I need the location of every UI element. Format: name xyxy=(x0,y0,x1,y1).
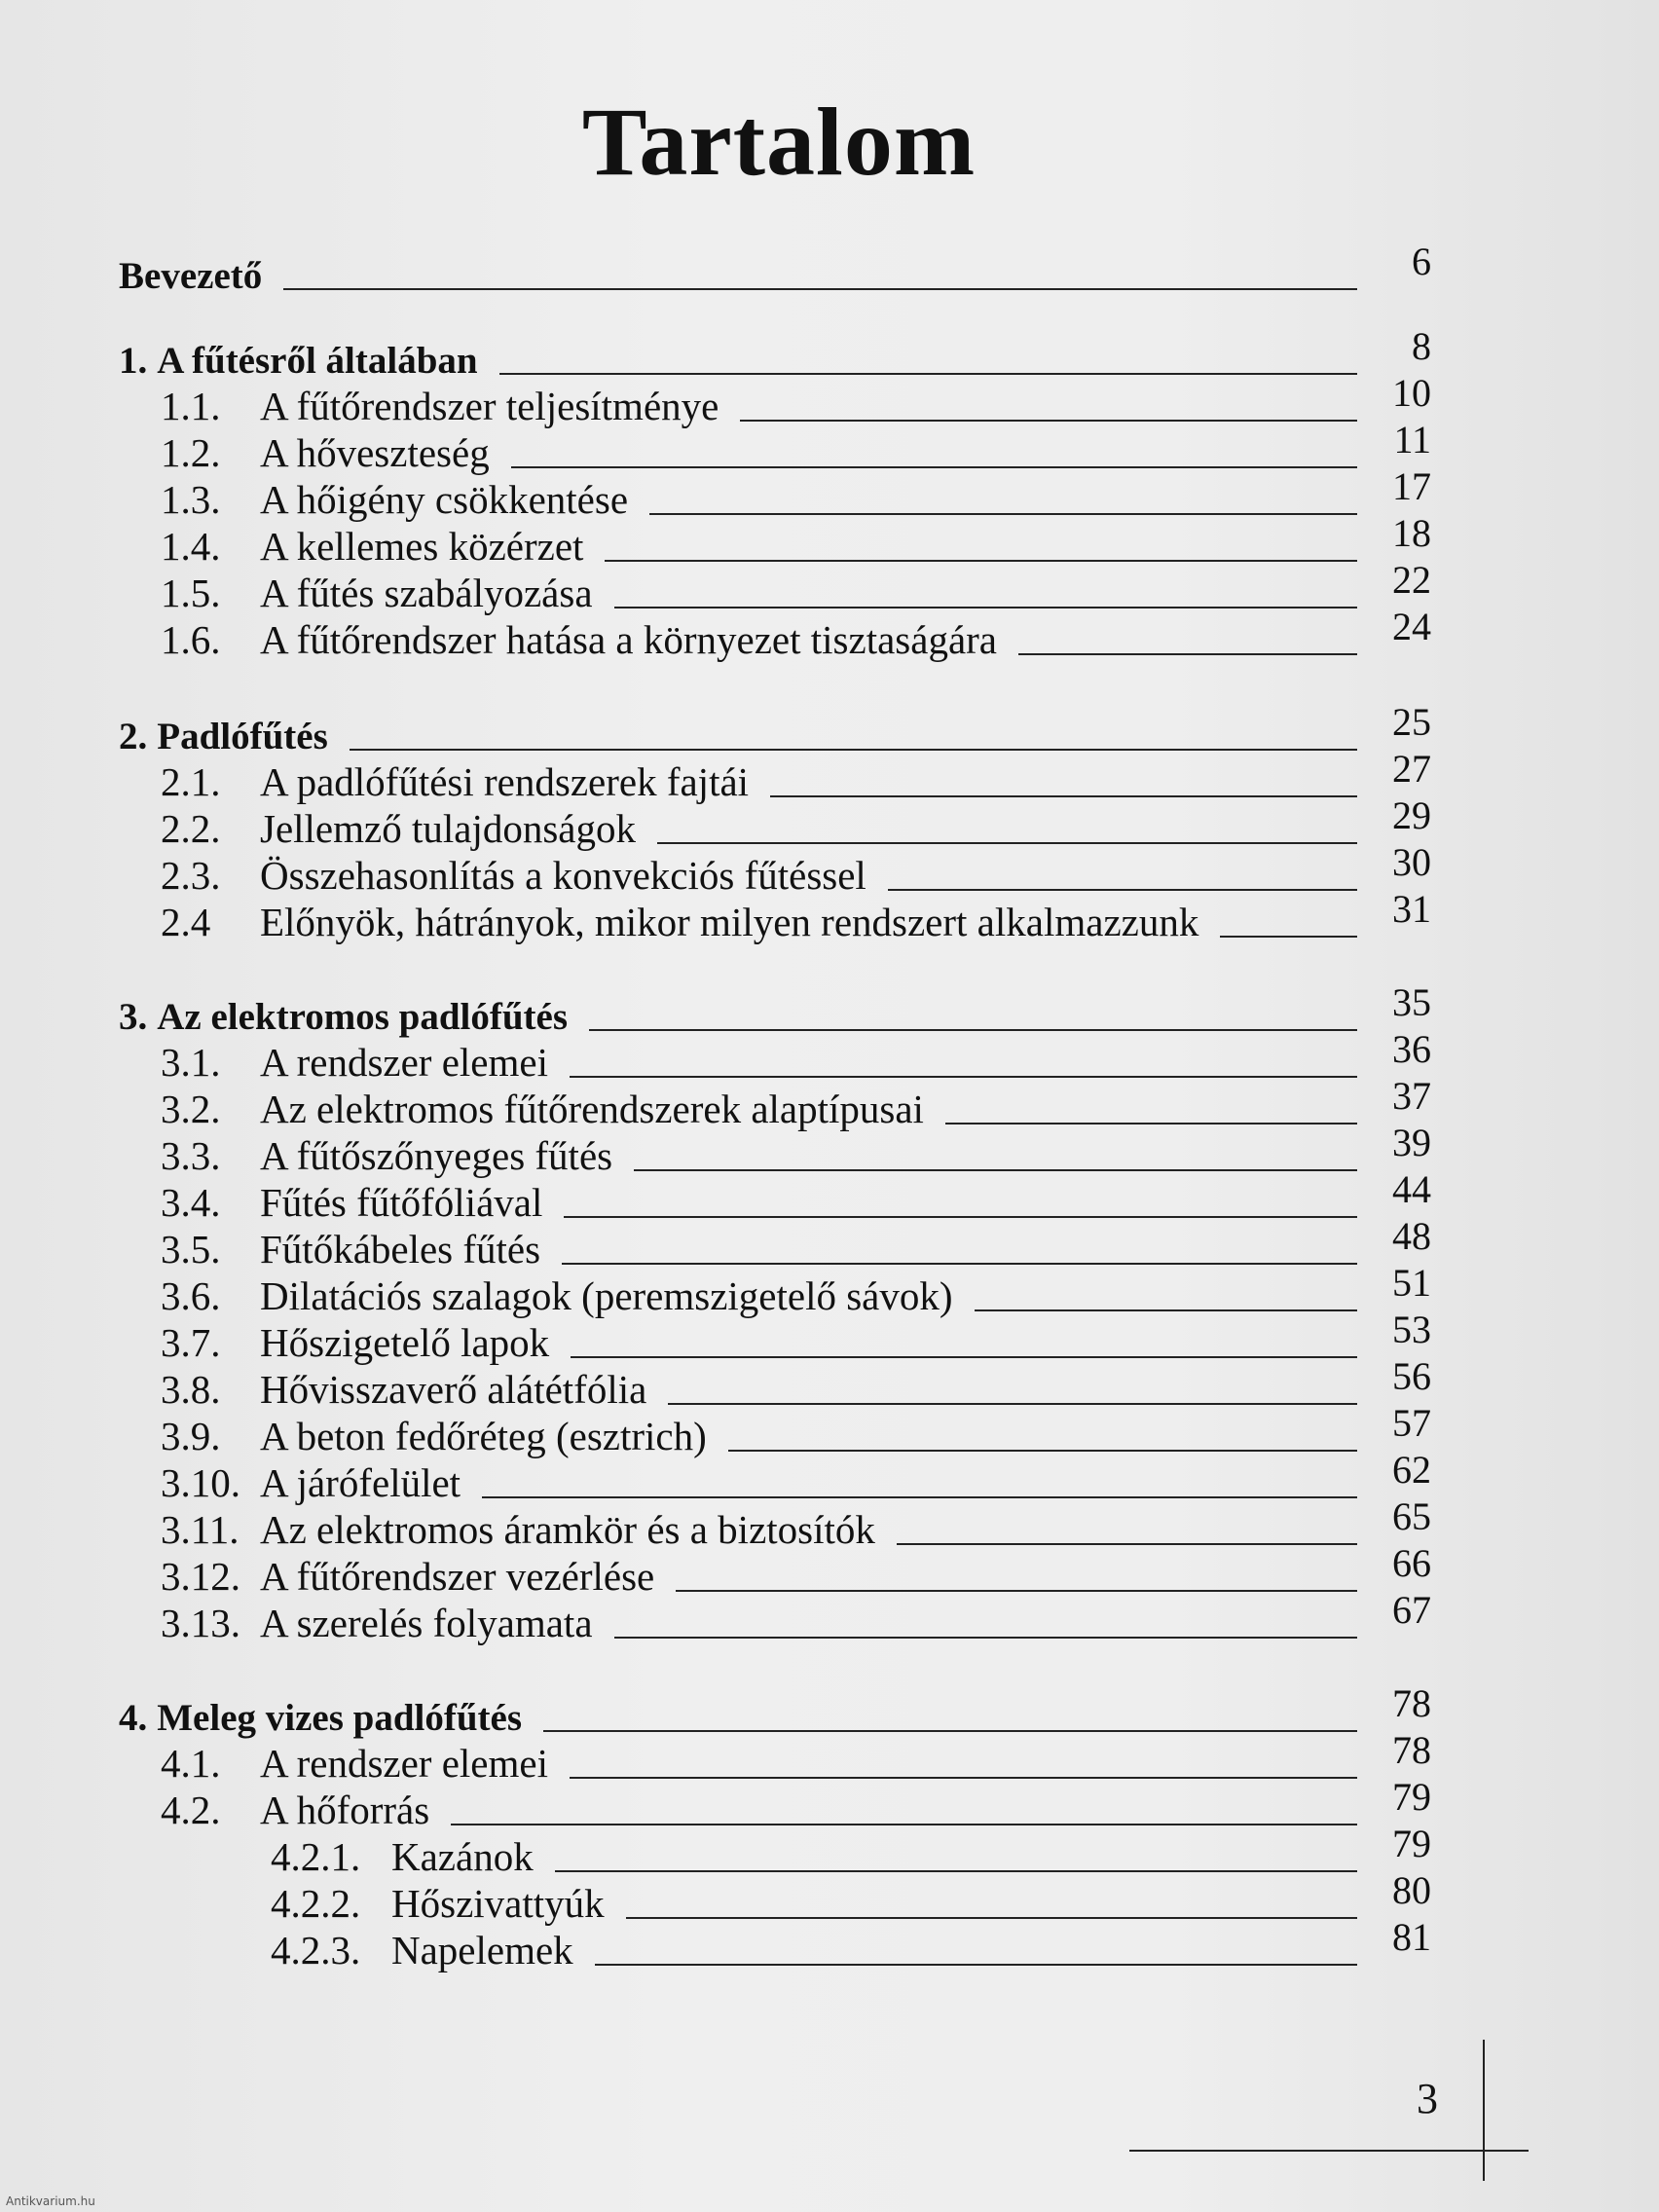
toc-entry xyxy=(161,1541,1431,1600)
toc-entry-title: Dilatációs szalagok (peremszigetelő sávok) xyxy=(260,1273,953,1318)
toc-entry-title: Előnyök, hátrányok, mikor milyen rendszert alkalmazzunk xyxy=(260,900,1199,944)
page-number: 3 xyxy=(1417,2075,1438,2122)
toc-entry xyxy=(161,887,1431,945)
toc-entry xyxy=(271,1915,1431,1973)
toc-leader-line xyxy=(562,1263,1357,1265)
toc-leader-line xyxy=(605,560,1357,562)
toc-leader-line xyxy=(888,889,1357,891)
toc-leader-line xyxy=(649,513,1357,515)
toc-entry-number: 3.10. xyxy=(161,1460,240,1505)
toc-leader-line xyxy=(668,1403,1357,1405)
toc-entry xyxy=(161,1214,1431,1272)
toc-entry-number: 4.2. xyxy=(161,1788,221,1832)
toc-entry-number: 1. xyxy=(119,340,148,382)
toc-entry-number: 2.1. xyxy=(161,759,221,804)
toc-entry xyxy=(161,1167,1431,1226)
toc-leader-line xyxy=(570,1777,1357,1779)
toc-leader-line xyxy=(626,1917,1357,1919)
toc-entry-page: 65 xyxy=(1392,1494,1431,1538)
toc-entry-number: 4.2.1. xyxy=(271,1834,361,1879)
toc-entry-number: 4.2.3. xyxy=(271,1928,361,1972)
toc-entry-page: 37 xyxy=(1392,1074,1431,1118)
toc-entry-number: 1.1. xyxy=(161,384,221,428)
toc-entry-title: A hőigény csökkentése xyxy=(260,477,629,522)
toc-entry-number: 2.3. xyxy=(161,853,221,898)
toc-entry-number: 1.3. xyxy=(161,477,221,522)
toc-entry xyxy=(161,1308,1431,1366)
toc-entry-title: Kazánok xyxy=(391,1834,534,1879)
toc-entry-title: A kellemes közérzet xyxy=(260,524,584,569)
toc-entry xyxy=(161,1261,1431,1319)
toc-leader-line xyxy=(1220,936,1357,938)
toc-entry-number: 3.5. xyxy=(161,1227,221,1272)
toc-leader-line xyxy=(676,1590,1357,1592)
toc-entry-title: Az elektromos padlófűtés xyxy=(157,996,568,1038)
toc-entry-title: Az elektromos fűtőrendszerek alaptípusai xyxy=(260,1087,924,1131)
toc-entry xyxy=(161,840,1431,899)
toc-entry-title: A rendszer elemei xyxy=(260,1741,548,1786)
toc-entry-page: 57 xyxy=(1392,1401,1431,1445)
toc-entry-page: 78 xyxy=(1392,1681,1431,1725)
toc-entry-number: 3.4. xyxy=(161,1180,221,1225)
toc-entry-page: 79 xyxy=(1392,1822,1431,1865)
toc-entry-number: 1.6. xyxy=(161,617,221,662)
toc-entry-title: A hőforrás xyxy=(260,1788,430,1832)
toc-entry xyxy=(161,371,1431,429)
toc-entry xyxy=(119,240,1431,298)
toc-entry-title: Hővisszaverő alátétfólia xyxy=(260,1367,647,1412)
toc-leader-line xyxy=(657,842,1357,844)
toc-entry-title: A szerelés folyamata xyxy=(260,1601,593,1645)
toc-entry-title: A fűtőrendszer hatása a környezet tisztaságára xyxy=(260,617,997,662)
toc-entry-title: Az elektromos áramkör és a biztosítók xyxy=(260,1507,875,1552)
toc-entry xyxy=(161,1448,1431,1506)
toc-entry-page: 79 xyxy=(1392,1775,1431,1819)
toc-entry-title: A járófelület xyxy=(260,1460,461,1505)
toc-entry-page: 27 xyxy=(1392,747,1431,791)
toc-entry xyxy=(119,1681,1431,1740)
toc-entry-title: Összehasonlítás a konvekciós fűtéssel xyxy=(260,853,866,898)
toc-leader-line xyxy=(614,607,1357,608)
toc-entry-number: 4. xyxy=(119,1697,148,1739)
footer-rule-vertical xyxy=(1483,2040,1485,2181)
toc-entry-page: 66 xyxy=(1392,1541,1431,1585)
toc-entry-title: Fűtés fűtőfóliával xyxy=(260,1180,543,1225)
toc-entry-number: 3.11. xyxy=(161,1507,240,1552)
toc-entry-number: 1.2. xyxy=(161,430,221,475)
toc-entry xyxy=(161,747,1431,805)
toc-entry-page: 22 xyxy=(1392,558,1431,602)
toc-entry-number: 3.8. xyxy=(161,1367,221,1412)
toc-entry xyxy=(161,418,1431,476)
toc-entry-title: Padlófűtés xyxy=(157,716,328,757)
toc-leader-line xyxy=(499,373,1357,375)
toc-entry-title: A rendszer elemei xyxy=(260,1040,548,1085)
toc-entry xyxy=(119,700,1431,758)
toc-entry xyxy=(161,558,1431,616)
toc-entry-number: 3.9. xyxy=(161,1414,221,1458)
toc-entry-page: 11 xyxy=(1393,418,1431,461)
toc-entry xyxy=(161,1074,1431,1132)
toc-leader-line xyxy=(555,1870,1357,1872)
toc-entry-page: 80 xyxy=(1392,1868,1431,1912)
toc-entry-title: Bevezető xyxy=(119,255,263,297)
toc-entry xyxy=(161,1775,1431,1833)
toc-entry-number: 2. xyxy=(119,716,148,757)
toc-entry-number: 2.2. xyxy=(161,806,221,851)
toc-entry-number: 4.1. xyxy=(161,1741,221,1786)
toc-leader-line xyxy=(595,1964,1357,1966)
toc-entry-page: 81 xyxy=(1392,1915,1431,1959)
toc-entry-title: A fűtésről általában xyxy=(157,340,478,382)
toc-entry-page: 67 xyxy=(1392,1588,1431,1632)
toc-entry-page: 53 xyxy=(1392,1308,1431,1351)
toc-entry-number: 3.7. xyxy=(161,1320,221,1365)
toc-entry-page: 24 xyxy=(1392,605,1431,648)
toc-leader-line xyxy=(511,466,1357,468)
toc-leader-line xyxy=(634,1169,1357,1171)
toc-entry xyxy=(119,324,1431,383)
toc-entry-number: 3.1. xyxy=(161,1040,221,1085)
toc-entry-number: 3.3. xyxy=(161,1133,221,1178)
toc-leader-line xyxy=(451,1824,1357,1825)
toc-entry-title: A padlófűtési rendszerek fajtái xyxy=(260,759,750,804)
toc-entry-page: 17 xyxy=(1392,464,1431,508)
toc-entry-title: A fűtőrendszer teljesítménye xyxy=(260,384,719,428)
toc-entry-title: Jellemző tulajdonságok xyxy=(260,806,636,851)
toc-entry-page: 44 xyxy=(1392,1167,1431,1211)
toc-leader-line xyxy=(975,1309,1357,1311)
toc-entry-number: 1.4. xyxy=(161,524,221,569)
toc-leader-line xyxy=(564,1216,1357,1218)
toc-entry-page: 6 xyxy=(1412,240,1431,283)
toc-entry-title: A fűtőszőnyeges fűtés xyxy=(260,1133,613,1178)
toc-entry-page: 62 xyxy=(1392,1448,1431,1492)
toc-entry-title: A beton fedőréteg (esztrich) xyxy=(260,1414,707,1458)
toc-leader-line xyxy=(350,749,1357,751)
toc-entry-page: 31 xyxy=(1392,887,1431,931)
toc-entry xyxy=(161,1121,1431,1179)
toc-entry-number: 3.13. xyxy=(161,1601,240,1645)
toc-entry-number: 3.12. xyxy=(161,1554,240,1599)
toc-leader-line xyxy=(740,420,1357,422)
toc-entry-page: 10 xyxy=(1392,371,1431,415)
toc-entry xyxy=(161,793,1431,852)
toc-entry-page: 36 xyxy=(1392,1027,1431,1071)
toc-entry-title: Meleg vizes padlófűtés xyxy=(157,1697,523,1739)
toc-leader-line xyxy=(571,1356,1357,1358)
toc-entry-title: Hőszivattyúk xyxy=(391,1881,605,1926)
toc-entry xyxy=(161,1494,1431,1553)
toc-entry-title: Hőszigetelő lapok xyxy=(260,1320,550,1365)
toc-entry-page: 39 xyxy=(1392,1121,1431,1164)
toc-entry-number: 4.2.2. xyxy=(271,1881,361,1926)
toc-entry xyxy=(161,1588,1431,1646)
toc-leader-line xyxy=(897,1543,1357,1545)
toc-entry xyxy=(161,605,1431,663)
toc-leader-line xyxy=(283,288,1357,290)
toc-leader-line xyxy=(614,1637,1357,1639)
toc-entry xyxy=(271,1868,1431,1927)
toc-entry-page: 30 xyxy=(1392,840,1431,884)
toc-leader-line xyxy=(945,1123,1357,1124)
toc-entry-page: 8 xyxy=(1412,324,1431,368)
toc-entry-number: 3.6. xyxy=(161,1273,221,1318)
toc-entry xyxy=(119,980,1431,1039)
toc-entry-title: A fűtőrendszer vezérlése xyxy=(260,1554,655,1599)
toc-entry-page: 56 xyxy=(1392,1354,1431,1398)
toc-entry-title: A fűtés szabályozása xyxy=(260,571,593,615)
toc-leader-line xyxy=(728,1450,1357,1452)
toc-entry-number: 2.4 xyxy=(161,900,211,944)
toc-entry xyxy=(161,511,1431,570)
toc-entry xyxy=(161,1354,1431,1413)
toc-entry xyxy=(161,1027,1431,1086)
toc-entry xyxy=(161,1728,1431,1787)
toc-entry-page: 48 xyxy=(1392,1214,1431,1258)
toc-entry-title: Fűtőkábeles fűtés xyxy=(260,1227,541,1272)
toc-entry-number: 1.5. xyxy=(161,571,221,615)
toc-leader-line xyxy=(770,795,1357,797)
footer-rule-horizontal xyxy=(1129,2150,1529,2152)
toc-leader-line xyxy=(1018,653,1357,655)
toc-entry-page: 25 xyxy=(1392,700,1431,744)
toc-leader-line xyxy=(543,1730,1357,1732)
toc-entry xyxy=(161,464,1431,523)
toc-entry-page: 18 xyxy=(1392,511,1431,555)
toc-entry-title: A hőveszteség xyxy=(260,430,490,475)
toc-entry xyxy=(271,1822,1431,1880)
toc-entry-title: Napelemek xyxy=(391,1928,573,1972)
toc-leader-line xyxy=(482,1496,1357,1498)
toc-entry xyxy=(161,1401,1431,1459)
toc-entry-page: 35 xyxy=(1392,980,1431,1024)
watermark: Antikvarium.hu xyxy=(6,2194,95,2208)
toc-entry-page: 29 xyxy=(1392,793,1431,837)
toc-entry-number: 3. xyxy=(119,996,148,1038)
toc-entry-page: 51 xyxy=(1392,1261,1431,1305)
toc-leader-line xyxy=(570,1076,1357,1078)
toc-entry-number: 3.2. xyxy=(161,1087,221,1131)
toc-leader-line xyxy=(589,1029,1357,1031)
page-title: Tartalom xyxy=(581,88,977,196)
toc-entry-page: 78 xyxy=(1392,1728,1431,1772)
